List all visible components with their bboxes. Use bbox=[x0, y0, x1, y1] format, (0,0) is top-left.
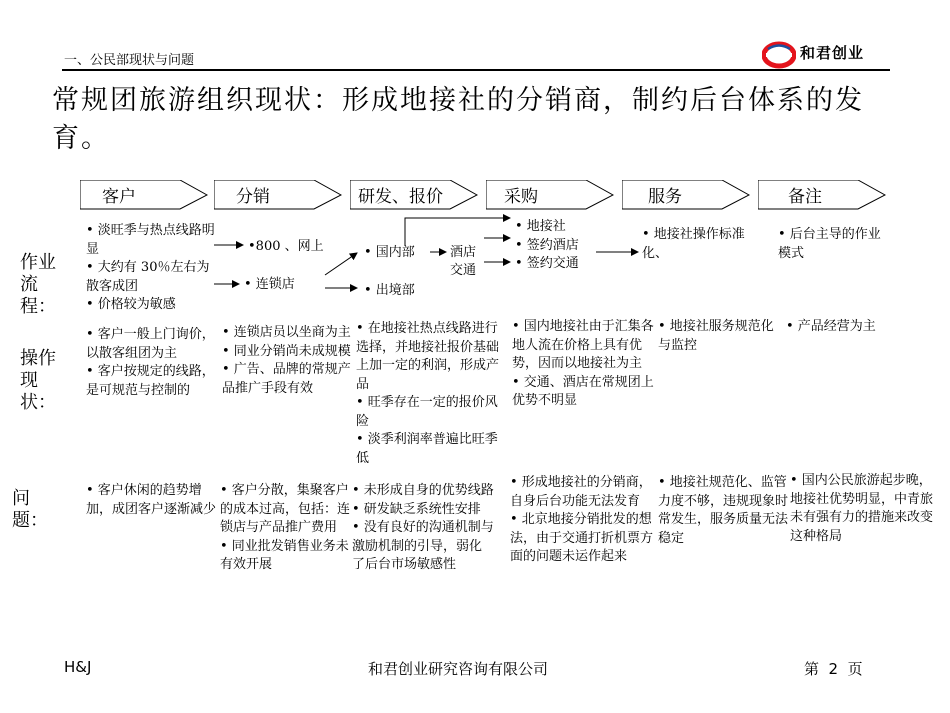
footer-left: H&J bbox=[64, 658, 92, 676]
ops-service bbox=[658, 318, 784, 355]
stage-label: 采购 bbox=[504, 187, 538, 207]
list-item: • 客户分散，集聚客户的成本过高，包括：连锁店与产品推广费用 bbox=[220, 483, 351, 535]
footer-company: 和君创业研究咨询有限公司 bbox=[368, 660, 549, 678]
list-item: • 产品经营为主 bbox=[786, 319, 876, 334]
list-item: • 客户按规定的线路，是可规范与控制的 bbox=[86, 364, 215, 398]
page-number: 第 2 页 bbox=[804, 660, 863, 678]
list-item: • 未形成自身的优势线路 bbox=[352, 483, 494, 498]
list-item: • 签约酒店 bbox=[515, 237, 579, 253]
logo-text: 和君创业 bbox=[800, 44, 865, 62]
slide-title: 常规团旅游组织现状：形成地接社的分销商，制约后台体系的发育。 bbox=[52, 85, 864, 154]
list-item: • 客户休闲的趋势增加，成团客户逐渐减少 bbox=[86, 483, 217, 517]
list-item: • 国内地接社由于汇集各地人流在价格上具有优势，因而以地接社为主 bbox=[512, 319, 654, 371]
issues-note bbox=[790, 472, 936, 546]
ops-distribution bbox=[222, 324, 356, 398]
list-item: • 在地接社热点线路进行选择，并地接社报价基础上加一定的利润，形成产品 bbox=[356, 321, 500, 392]
list-item: • 旺季存在一定的报价风险 bbox=[356, 395, 498, 429]
ops-note bbox=[786, 318, 896, 337]
issues-service bbox=[658, 474, 790, 548]
row-label-flow: 作业流程： bbox=[20, 252, 56, 317]
list-item: • 国内公民旅游起步晚，地接社优势明显，中青旅未有强有力的措施来改变这种格局 bbox=[790, 473, 934, 544]
flow-service: • 地接社操作标准化、 bbox=[642, 227, 745, 261]
flow-note: • 后台主导的作业模式 bbox=[778, 227, 881, 261]
row-label-ops: 操作现状： bbox=[20, 348, 56, 413]
section-heading: 一、公民部现状与问题 bbox=[64, 53, 195, 68]
list-item: • 研发缺乏系统性安排 bbox=[352, 501, 481, 517]
stage-label: 分销 bbox=[236, 187, 270, 207]
stage-label: 备注 bbox=[788, 187, 822, 207]
ops-purchase bbox=[512, 318, 654, 411]
flow-rd-domestic: • 国内部 bbox=[364, 245, 415, 260]
ops-customer bbox=[86, 326, 218, 400]
list-item: • 地接社 bbox=[515, 219, 566, 234]
issues-purchase bbox=[510, 474, 654, 567]
arrow-line bbox=[325, 253, 357, 275]
arrow-line bbox=[405, 218, 510, 246]
list-item: • 同业批发销售业务未有效开展 bbox=[220, 538, 349, 572]
list-item: • 连锁店员以坐商为主 bbox=[222, 325, 351, 340]
issues-customer bbox=[86, 482, 216, 519]
list-item: • 没有良好的沟通机制与激励机制的引导，弱化了后台市场敏感性 bbox=[352, 520, 494, 572]
list-item: • 签约交通 bbox=[515, 256, 579, 271]
list-item: • 淡旺季与热点线路明显 bbox=[86, 223, 215, 257]
list-item: • 地接社服务规范化与监控 bbox=[658, 319, 774, 353]
row-label-issues: 问题： bbox=[12, 488, 48, 531]
flow-distribution-chain: • 连锁店 bbox=[244, 277, 295, 292]
issues-rd bbox=[352, 482, 494, 575]
flow-rd-outbound: • 出境部 bbox=[364, 283, 415, 298]
list-item: • 北京地接分销批发的想法，由于交通打折机票方面的问题未运作起来 bbox=[510, 512, 654, 564]
list-item: • 广告、品牌的常规产品推广手段有效 bbox=[222, 362, 351, 396]
list-item: • 价格较为敏感 bbox=[86, 297, 176, 312]
issues-distribution bbox=[220, 482, 354, 575]
stage-label: 客户 bbox=[102, 187, 136, 207]
ops-rd bbox=[356, 320, 502, 468]
list-item: • 地接社规范化、监管力度不够，违规现象时常发生，服务质量无法稳定 bbox=[658, 475, 789, 546]
list-item: • 大约有 30％左右为散客成团 bbox=[86, 260, 210, 294]
flow-distribution-online: •800 、网上 bbox=[248, 239, 324, 254]
stage-label: 服务 bbox=[648, 187, 682, 207]
flow-rd-hotel-transport: 酒店交通 bbox=[450, 245, 477, 278]
list-item: • 同业分销尚未成规模 bbox=[222, 343, 351, 359]
list-item: • 交通、酒店在常规团上优势不明显 bbox=[512, 374, 654, 408]
list-item: • 形成地接社的分销商，自身后台功能无法发育 bbox=[510, 475, 652, 509]
list-item: • 客户一般上门询价，以散客组团为主 bbox=[86, 327, 215, 361]
stage-label: 研发、报价 bbox=[358, 187, 443, 207]
list-item: • 淡季利润率普遍比旺季低 bbox=[356, 432, 498, 466]
